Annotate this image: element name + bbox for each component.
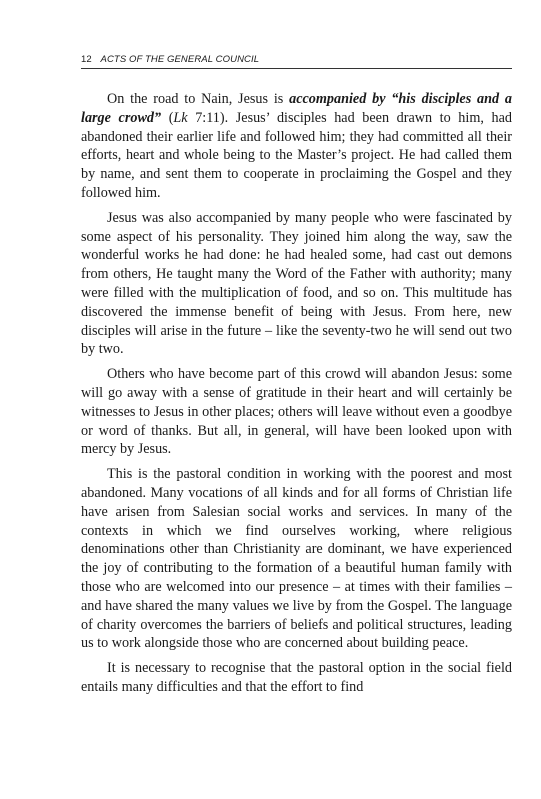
paragraph-1-rest: 7:11). Jesus’ disciples had been drawn to him, had abandoned their earlier life and followed him; they had committed all their efforts, heart and whole being to the Master’s project. He had called them by name, and sent them to cooperate in proclaiming the Gospel and they followed him. <box>81 109 512 201</box>
header-rule <box>81 68 512 69</box>
scripture-ref-label: Lk <box>173 109 188 126</box>
paragraph-1-lead: On the road to Nain, Jesus is <box>107 91 290 107</box>
page-number: 12 <box>81 54 92 65</box>
paragraph-1: On the road to Nain, Jesus is accompanied by “his disciples and a large crowd” (Lk 7:11). Jesus’ disciples had been drawn to him, had abandoned their earlier life and followed him; they had committed all their efforts, heart and whole being to the Master’s project. He had called them by name, and sent them to cooperate in proclaiming the Gospel and they followed him. <box>81 91 512 201</box>
paragraph-5: It is necessary to recognise that the pastoral option in the social field entails many difficulties and that the effort to find <box>81 660 512 695</box>
paragraph-4: This is the pastoral condition in working with the poorest and most abandoned. Many vocations of all kinds and for all forms of Christian life have arisen from Salesian social works and services. In many of the contexts in which we find ourselves working, where religious denominations other than Christianity are dominant, we have experienced the joy of contributing to the formation of a beautiful human family with those who are welcomed into our presence – at times with their families – and have shared the many values we live by from the Gospel. The language of charity overcomes the barriers of beliefs and political structures, leading us to work alongside those who are concerned about building peace. <box>81 466 512 652</box>
running-title: ACTS OF THE GENERAL COUNCIL <box>100 54 260 65</box>
running-header <box>81 54 511 65</box>
paragraph-3: Others who have become part of this crowd will abandon Jesus: some will go away with a sense of gratitude in their heart and will certainly be witnesses to Jesus in other places; others will leave without even a goodbye or word of thanks. But all, in general, will have been looked upon with mercy by Jesus. <box>81 366 512 458</box>
paragraph-2: Jesus was also accompanied by many people who were fascinated by some aspect of his personality. They joined him along the way, saw the wonderful works he had done: he had healed some, had cast out demons from others, He taught many the Word of the Father with authority; many were filled with the multiplication of food, and so on. This multitude has discovered the immense benefit of being with Jesus. From here, new disciples will arise in the future – like the seventy-two he will send out two by two. <box>81 209 512 358</box>
page-body <box>81 90 512 703</box>
paragraph-1-emphasis: accompanied by “his disciples and a large crowd” <box>81 91 512 126</box>
